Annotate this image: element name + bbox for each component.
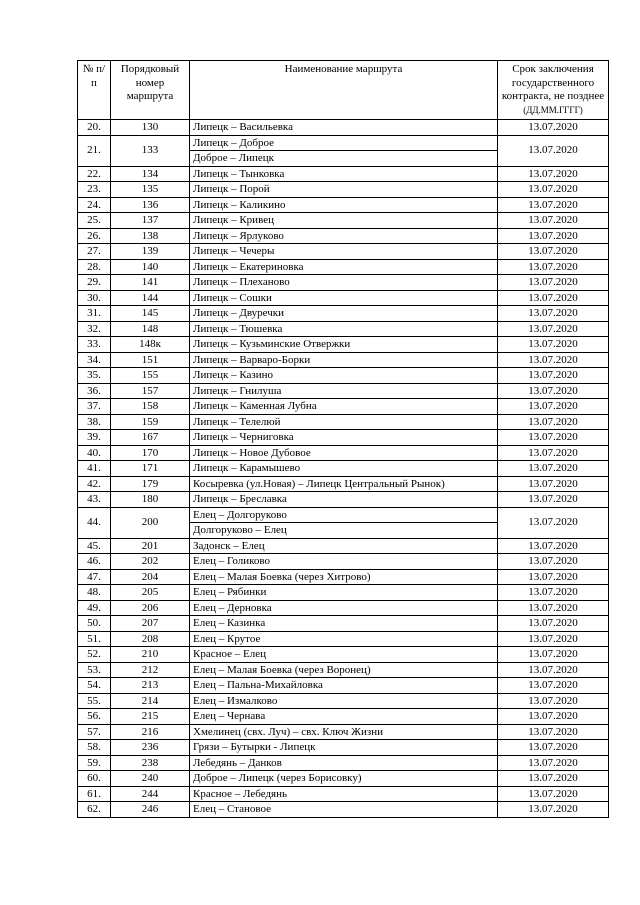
contract-date: 13.07.2020 bbox=[498, 197, 609, 213]
header-row bbox=[78, 61, 609, 120]
table-row bbox=[78, 476, 609, 492]
route-code: 215 bbox=[111, 709, 190, 725]
row-num: 59. bbox=[78, 755, 111, 771]
route-code: 212 bbox=[111, 662, 190, 678]
contract-date: 13.07.2020 bbox=[498, 321, 609, 337]
table-row bbox=[78, 802, 609, 818]
row-num: 30. bbox=[78, 290, 111, 306]
table-row bbox=[78, 647, 609, 663]
table-row bbox=[78, 399, 609, 415]
contract-date: 13.07.2020 bbox=[498, 755, 609, 771]
contract-date: 13.07.2020 bbox=[498, 213, 609, 229]
route-code: 133 bbox=[111, 135, 190, 166]
route-code: 180 bbox=[111, 492, 190, 508]
row-num: 38. bbox=[78, 414, 111, 430]
header-num: № п/п bbox=[78, 61, 111, 120]
route-name: Липецк – Чечеры bbox=[190, 244, 498, 260]
row-num: 27. bbox=[78, 244, 111, 260]
contract-date: 13.07.2020 bbox=[498, 740, 609, 756]
row-num: 51. bbox=[78, 631, 111, 647]
route-name: Липецк – Кривец bbox=[190, 213, 498, 229]
route-name: Липецк – Тюшевка bbox=[190, 321, 498, 337]
route-name: Липецк – Черниговка bbox=[190, 430, 498, 446]
route-code: 244 bbox=[111, 786, 190, 802]
contract-date: 13.07.2020 bbox=[498, 538, 609, 554]
route-name: Липецк – Двуречки bbox=[190, 306, 498, 322]
route-code: 200 bbox=[111, 507, 190, 538]
contract-date: 13.07.2020 bbox=[498, 647, 609, 663]
row-num: 44. bbox=[78, 507, 111, 538]
table-row bbox=[78, 213, 609, 229]
route-name: Долгоруково – Елец bbox=[190, 523, 498, 539]
route-code: 208 bbox=[111, 631, 190, 647]
route-name: Липецк – Васильевка bbox=[190, 120, 498, 136]
row-num: 58. bbox=[78, 740, 111, 756]
header-date bbox=[498, 61, 609, 120]
route-name: Липецк – Карамышево bbox=[190, 461, 498, 477]
row-num: 24. bbox=[78, 197, 111, 213]
route-code: 136 bbox=[111, 197, 190, 213]
route-name: Елец – Малая Боевка (через Хитрово) bbox=[190, 569, 498, 585]
contract-date: 13.07.2020 bbox=[498, 724, 609, 740]
route-name: Елец – Рябинки bbox=[190, 585, 498, 601]
row-num: 41. bbox=[78, 461, 111, 477]
contract-date: 13.07.2020 bbox=[498, 585, 609, 601]
row-num: 48. bbox=[78, 585, 111, 601]
table-row bbox=[78, 662, 609, 678]
route-code: 167 bbox=[111, 430, 190, 446]
route-code: 201 bbox=[111, 538, 190, 554]
route-code: 202 bbox=[111, 554, 190, 570]
row-num: 45. bbox=[78, 538, 111, 554]
route-name: Елец – Голиково bbox=[190, 554, 498, 570]
route-name: Елец – Чернава bbox=[190, 709, 498, 725]
contract-date: 13.07.2020 bbox=[498, 337, 609, 353]
row-num: 33. bbox=[78, 337, 111, 353]
route-code: 151 bbox=[111, 352, 190, 368]
contract-date: 13.07.2020 bbox=[498, 507, 609, 538]
route-code: 141 bbox=[111, 275, 190, 291]
route-name: Липецк – Гнилуша bbox=[190, 383, 498, 399]
header-date-format: (ДД.ММ.ГГГГ) bbox=[523, 104, 583, 115]
route-code: 137 bbox=[111, 213, 190, 229]
table-row bbox=[78, 135, 609, 151]
contract-date: 13.07.2020 bbox=[498, 461, 609, 477]
row-num: 23. bbox=[78, 182, 111, 198]
route-name: Липецк – Доброе bbox=[190, 135, 498, 151]
table-row bbox=[78, 337, 609, 353]
route-name: Грязи – Бутырки - Липецк bbox=[190, 740, 498, 756]
table-row bbox=[78, 600, 609, 616]
contract-date: 13.07.2020 bbox=[498, 802, 609, 818]
route-name: Липецк – Плеханово bbox=[190, 275, 498, 291]
contract-date: 13.07.2020 bbox=[498, 771, 609, 787]
row-num: 36. bbox=[78, 383, 111, 399]
row-num: 49. bbox=[78, 600, 111, 616]
route-name: Доброе – Липецк (через Борисовку) bbox=[190, 771, 498, 787]
table-row bbox=[78, 538, 609, 554]
route-code: 171 bbox=[111, 461, 190, 477]
route-code: 135 bbox=[111, 182, 190, 198]
contract-date: 13.07.2020 bbox=[498, 445, 609, 461]
table-row bbox=[78, 290, 609, 306]
table-row bbox=[78, 306, 609, 322]
table-row bbox=[78, 197, 609, 213]
route-code: 206 bbox=[111, 600, 190, 616]
route-code: 157 bbox=[111, 383, 190, 399]
route-code: 158 bbox=[111, 399, 190, 415]
contract-date: 13.07.2020 bbox=[498, 616, 609, 632]
header-name: Наименование маршрута bbox=[190, 61, 498, 120]
route-code: 134 bbox=[111, 166, 190, 182]
route-code: 170 bbox=[111, 445, 190, 461]
row-num: 22. bbox=[78, 166, 111, 182]
row-num: 26. bbox=[78, 228, 111, 244]
route-name: Липецк – Казино bbox=[190, 368, 498, 384]
route-name: Елец – Измалково bbox=[190, 693, 498, 709]
contract-date: 13.07.2020 bbox=[498, 430, 609, 446]
table-row bbox=[78, 678, 609, 694]
row-num: 42. bbox=[78, 476, 111, 492]
table-row bbox=[78, 259, 609, 275]
row-num: 50. bbox=[78, 616, 111, 632]
route-name: Елец – Малая Боевка (через Воронец) bbox=[190, 662, 498, 678]
route-name: Липецк – Тынковка bbox=[190, 166, 498, 182]
row-num: 55. bbox=[78, 693, 111, 709]
route-name: Елец – Дерновка bbox=[190, 600, 498, 616]
route-code: 246 bbox=[111, 802, 190, 818]
row-num: 31. bbox=[78, 306, 111, 322]
route-code: 205 bbox=[111, 585, 190, 601]
table-row bbox=[78, 414, 609, 430]
row-num: 35. bbox=[78, 368, 111, 384]
route-name: Елец – Становое bbox=[190, 802, 498, 818]
route-code: 238 bbox=[111, 755, 190, 771]
route-name: Задонск – Елец bbox=[190, 538, 498, 554]
contract-date: 13.07.2020 bbox=[498, 259, 609, 275]
contract-date: 13.07.2020 bbox=[498, 554, 609, 570]
route-name: Елец – Крутое bbox=[190, 631, 498, 647]
table-row bbox=[78, 120, 609, 136]
route-code: 214 bbox=[111, 693, 190, 709]
table-row bbox=[78, 445, 609, 461]
route-name: Красное – Лебедянь bbox=[190, 786, 498, 802]
contract-date: 13.07.2020 bbox=[498, 383, 609, 399]
route-code: 210 bbox=[111, 647, 190, 663]
table-row bbox=[78, 352, 609, 368]
contract-date: 13.07.2020 bbox=[498, 678, 609, 694]
table-body bbox=[78, 120, 609, 818]
contract-date: 13.07.2020 bbox=[498, 166, 609, 182]
row-num: 54. bbox=[78, 678, 111, 694]
contract-date: 13.07.2020 bbox=[498, 399, 609, 415]
routes-table bbox=[77, 60, 609, 818]
route-name: Липецк – Телелюй bbox=[190, 414, 498, 430]
table-row bbox=[78, 709, 609, 725]
route-code: 155 bbox=[111, 368, 190, 384]
contract-date: 13.07.2020 bbox=[498, 182, 609, 198]
table-row bbox=[78, 554, 609, 570]
table-row bbox=[78, 786, 609, 802]
row-num: 39. bbox=[78, 430, 111, 446]
route-name: Липецк – Ярлуково bbox=[190, 228, 498, 244]
row-num: 20. bbox=[78, 120, 111, 136]
table-row bbox=[78, 755, 609, 771]
route-name: Красное – Елец bbox=[190, 647, 498, 663]
row-num: 34. bbox=[78, 352, 111, 368]
route-name: Липецк – Кузьминские Отвержки bbox=[190, 337, 498, 353]
row-num: 40. bbox=[78, 445, 111, 461]
row-num: 43. bbox=[78, 492, 111, 508]
contract-date: 13.07.2020 bbox=[498, 244, 609, 260]
row-num: 56. bbox=[78, 709, 111, 725]
route-name: Косыревка (ул.Новая) – Липецк Центральный Рынок) bbox=[190, 476, 498, 492]
contract-date: 13.07.2020 bbox=[498, 414, 609, 430]
table-row bbox=[78, 430, 609, 446]
row-num: 29. bbox=[78, 275, 111, 291]
contract-date: 13.07.2020 bbox=[498, 693, 609, 709]
route-code: 159 bbox=[111, 414, 190, 430]
route-name: Липецк – Сошки bbox=[190, 290, 498, 306]
route-code: 213 bbox=[111, 678, 190, 694]
contract-date: 13.07.2020 bbox=[498, 709, 609, 725]
table-row bbox=[78, 166, 609, 182]
route-code: 138 bbox=[111, 228, 190, 244]
table-row bbox=[78, 585, 609, 601]
contract-date: 13.07.2020 bbox=[498, 290, 609, 306]
route-name: Доброе – Липецк bbox=[190, 151, 498, 167]
table-row bbox=[78, 631, 609, 647]
route-name: Елец – Долгоруково bbox=[190, 507, 498, 523]
table-row bbox=[78, 693, 609, 709]
row-num: 57. bbox=[78, 724, 111, 740]
table-row bbox=[78, 228, 609, 244]
row-num: 47. bbox=[78, 569, 111, 585]
contract-date: 13.07.2020 bbox=[498, 275, 609, 291]
contract-date: 13.07.2020 bbox=[498, 135, 609, 166]
row-num: 61. bbox=[78, 786, 111, 802]
contract-date: 13.07.2020 bbox=[498, 352, 609, 368]
route-code: 130 bbox=[111, 120, 190, 136]
route-code: 139 bbox=[111, 244, 190, 260]
table-row bbox=[78, 321, 609, 337]
table-header bbox=[78, 61, 609, 120]
contract-date: 13.07.2020 bbox=[498, 569, 609, 585]
route-code: 179 bbox=[111, 476, 190, 492]
contract-date: 13.07.2020 bbox=[498, 662, 609, 678]
route-code: 148 bbox=[111, 321, 190, 337]
table-row bbox=[78, 492, 609, 508]
route-code: 144 bbox=[111, 290, 190, 306]
table-row bbox=[78, 724, 609, 740]
table-row bbox=[78, 182, 609, 198]
contract-date: 13.07.2020 bbox=[498, 306, 609, 322]
route-name: Липецк – Варваро-Борки bbox=[190, 352, 498, 368]
route-code: 145 bbox=[111, 306, 190, 322]
route-name: Липецк – Каликино bbox=[190, 197, 498, 213]
contract-date: 13.07.2020 bbox=[498, 228, 609, 244]
contract-date: 13.07.2020 bbox=[498, 492, 609, 508]
table-row bbox=[78, 507, 609, 523]
route-name: Липецк – Новое Дубовое bbox=[190, 445, 498, 461]
route-name: Лебедянь – Данков bbox=[190, 755, 498, 771]
contract-date: 13.07.2020 bbox=[498, 631, 609, 647]
route-name: Липецк – Каменная Лубна bbox=[190, 399, 498, 415]
route-name: Липецк – Бреславка bbox=[190, 492, 498, 508]
row-num: 37. bbox=[78, 399, 111, 415]
route-name: Липецк – Порой bbox=[190, 182, 498, 198]
contract-date: 13.07.2020 bbox=[498, 368, 609, 384]
route-code: 140 bbox=[111, 259, 190, 275]
table-row bbox=[78, 740, 609, 756]
row-num: 28. bbox=[78, 259, 111, 275]
table-row bbox=[78, 383, 609, 399]
row-num: 32. bbox=[78, 321, 111, 337]
contract-date: 13.07.2020 bbox=[498, 600, 609, 616]
route-name: Хмелинец (свх. Луч) – свх. Ключ Жизни bbox=[190, 724, 498, 740]
row-num: 25. bbox=[78, 213, 111, 229]
row-num: 53. bbox=[78, 662, 111, 678]
table-row bbox=[78, 368, 609, 384]
route-code: 207 bbox=[111, 616, 190, 632]
route-code: 240 bbox=[111, 771, 190, 787]
table-row bbox=[78, 275, 609, 291]
row-num: 52. bbox=[78, 647, 111, 663]
row-num: 62. bbox=[78, 802, 111, 818]
route-code: 148к bbox=[111, 337, 190, 353]
table-row bbox=[78, 616, 609, 632]
route-name: Липецк – Екатериновка bbox=[190, 259, 498, 275]
contract-date: 13.07.2020 bbox=[498, 786, 609, 802]
table-row bbox=[78, 569, 609, 585]
route-code: 204 bbox=[111, 569, 190, 585]
route-name: Елец – Казинка bbox=[190, 616, 498, 632]
contract-date: 13.07.2020 bbox=[498, 476, 609, 492]
route-name: Елец – Пальна-Михайловка bbox=[190, 678, 498, 694]
header-date-label: Срок заключения государственного контракта, не позднее bbox=[501, 63, 605, 102]
table-row bbox=[78, 771, 609, 787]
row-num: 46. bbox=[78, 554, 111, 570]
row-num: 60. bbox=[78, 771, 111, 787]
table-row bbox=[78, 244, 609, 260]
header-code: Порядковый номер маршрута bbox=[111, 61, 190, 120]
contract-date: 13.07.2020 bbox=[498, 120, 609, 136]
table-row bbox=[78, 461, 609, 477]
route-code: 216 bbox=[111, 724, 190, 740]
route-code: 236 bbox=[111, 740, 190, 756]
row-num: 21. bbox=[78, 135, 111, 166]
